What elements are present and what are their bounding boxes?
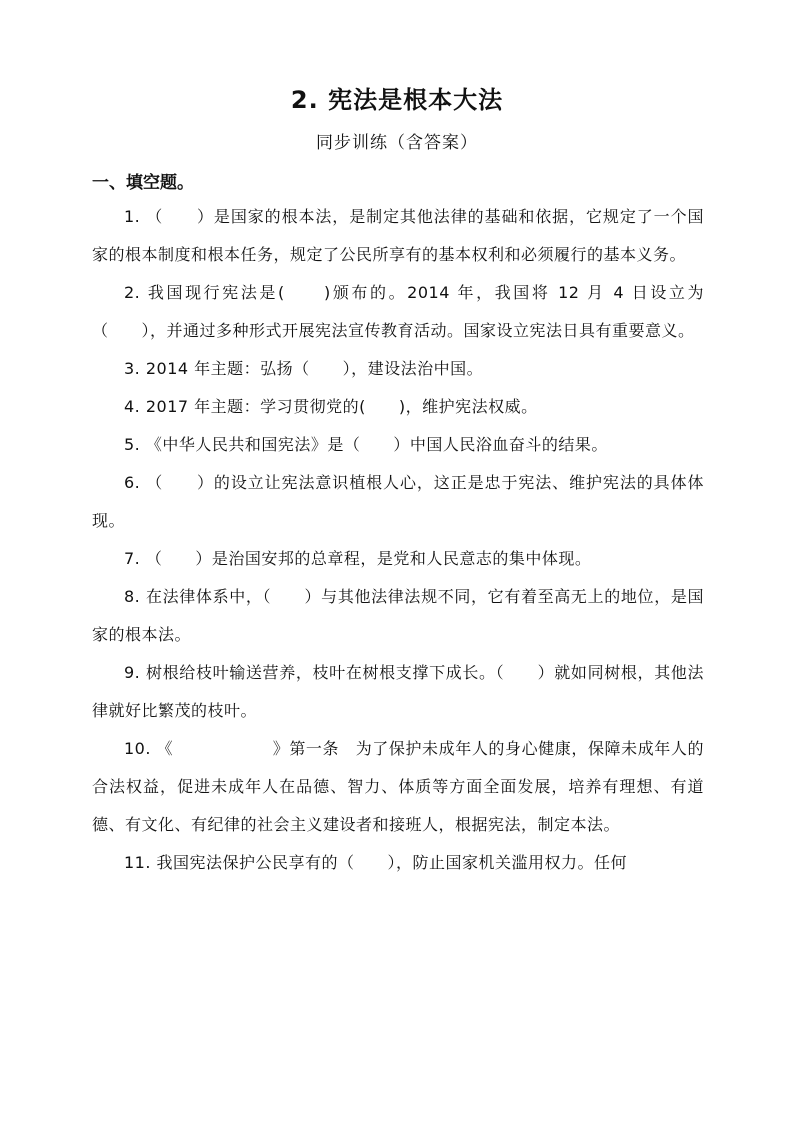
question-3: 3. 2014 年主题：弘扬（ ），建设法治中国。 bbox=[124, 359, 484, 378]
document-title: 2. 宪法是根本大法 bbox=[290, 86, 504, 114]
question-9: 9. 树根给枝叶输送营养，枝叶在树根支撑下成长。（ ）就如同树根，其他法律就好比繁茂的枝叶。 bbox=[92, 663, 704, 720]
question-5: 5. 《中华人民共和国宪法》是（ ）中国人民浴血奋斗的结果。 bbox=[124, 435, 608, 454]
question-1: 1. （ ）是国家的根本法，是制定其他法律的基础和依据，它规定了一个国家的根本制度和根本任务，规定了公民所享有的基本权利和必须履行的基本义务。 bbox=[92, 207, 704, 264]
question-8: 8. 在法律体系中，（ ）与其他法律法规不同，它有着至高无上的地位，是国家的根本法。 bbox=[92, 587, 704, 644]
document-subtitle: 同步训练（含答案） bbox=[316, 133, 478, 153]
question-7: 7. （ ）是治国安邦的总章程，是党和人民意志的集中体现。 bbox=[124, 549, 592, 568]
question-10: 10. 《 》第一条 为了保护未成年人的身心健康，保障未成年人的合法权益，促进未成年人在品德、智力、体质等方面全面发展，培养有理想、有道德、有文化、有纪律的社会主义建设者和接班人，根据宪法，制定本法。 bbox=[92, 739, 704, 834]
section-heading: 一、填空题。 bbox=[92, 173, 194, 193]
question-6: 6. （ ）的设立让宪法意识植根人心，这正是忠于宪法、维护宪法的具体体现。 bbox=[92, 473, 704, 530]
question-11: 11. 我国宪法保护公民享有的（ ），防止国家机关滥用权力。任何 bbox=[124, 853, 628, 872]
question-list bbox=[92, 198, 704, 882]
question-4: 4. 2017 年主题：学习贯彻党的( )，维护宪法权威。 bbox=[124, 397, 538, 416]
question-2: 2. 我国现行宪法是( )颁布的。2014 年，我国将 12 月 4 日设立为（ ），并通过多种形式开展宪法宣传教育活动。国家设立宪法日具有重要意义。 bbox=[92, 283, 704, 340]
